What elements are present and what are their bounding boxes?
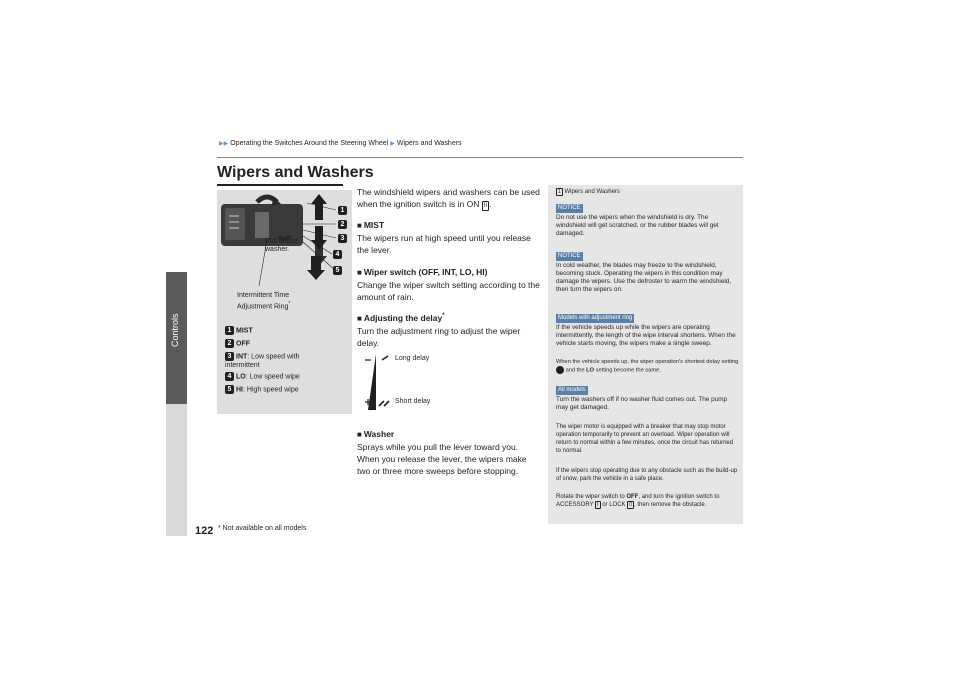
breadcrumb-parent-link[interactable]: Operating the Switches Around the Steering Wheel — [230, 140, 389, 147]
chapter-label: Controls — [170, 313, 180, 347]
breadcrumb-current: Wipers and Washers — [396, 140, 462, 147]
breadcrumb-arrow-icon: ▶ — [390, 141, 395, 147]
delay-ring-illustration — [362, 348, 392, 414]
notice-1-text: Do not use the wipers when the windshield is dry. The windshield will get scratched, or the rubber blades will get damaged. — [556, 214, 719, 237]
header-rule — [217, 157, 743, 158]
adjusting-delay-body: Turn the adjustment ring to adjust the wiper delay. — [357, 326, 521, 348]
lock-key-icon: 0 — [629, 502, 632, 508]
ignition-on-key-icon: II — [483, 203, 488, 209]
callout-3: 3 — [338, 234, 347, 243]
mist-body: The wipers run at high speed until you release the lever. — [357, 233, 531, 255]
adjustment-ring-badge: Models with adjustment ring — [558, 315, 633, 321]
all-models-text: Turn the washers off if no washer fluid comes out. The pump may get damaged. — [556, 396, 728, 411]
notice-2-text: In cold weather, the blades may freeze to the windshield, becoming stuck. Operating the wipers in this condition may damage the wipers. Use the defroster to warm the windshield, then turn the wipers on. — [556, 262, 732, 293]
adjustment-ring-text-2: When the vehicle speeds up, the wiper operation's shortest delay setting and the LO setting become the same. — [556, 359, 739, 374]
long-delay-label: Long delay — [395, 355, 430, 362]
all-models-badge: All models — [558, 387, 586, 393]
legend-off: 2 OFF — [225, 339, 250, 348]
rotate-switch-text: Rotate the wiper switch to OFF, and turn the ignition switch to ACCESSORY I or LOCK 0 , then remove the obstacle. — [556, 494, 720, 508]
washer-heading: ■ Washer — [357, 429, 395, 439]
wiper-switch-body: Change the wiper switch setting according to the amount of rain. — [357, 280, 540, 302]
notes-heading: 1 Wipers and Washers — [558, 189, 620, 195]
washer-body: Sprays while you pull the lever toward you. When you release the lever, the wipers make two or three more sweeps before stopping. — [357, 442, 527, 476]
adjustment-ring-text: If the vehicle speeds up while the wipers are operating intermittently, the length of the wipe interval shortens. When the vehicle starts moving, the wipers make a single sweep. — [556, 324, 736, 347]
page-number: 122 — [195, 525, 214, 537]
adjusting-delay-heading: ■ Adjusting the delay* — [357, 313, 445, 323]
motor-breaker-text: The wiper motor is equipped with a breaker that may stop motor operation temporarily to prevent an overload. Wiper operation will return to normal within a few minutes, once the circuit has returned to normal. — [556, 424, 734, 454]
note-ref-icon: 1 — [558, 189, 561, 195]
short-delay-icon — [556, 366, 564, 374]
footnote: * Not available on all models — [218, 525, 307, 532]
intro-paragraph: The windshield wipers and washers can be used when the ignition switch is in ON II . — [357, 187, 540, 209]
page-title: Wipers and Washers — [217, 164, 374, 181]
breadcrumb — [217, 140, 462, 147]
pull-to-use-washer-label: Pull to use washer. — [265, 238, 298, 253]
breadcrumb-arrow-icon: ▶▶ — [219, 141, 229, 147]
legend-mist: 1 MIST — [225, 326, 253, 335]
callout-2: 2 — [338, 220, 347, 229]
legend-lo: 4 LO: Low speed wipe — [225, 372, 300, 381]
short-delay-label: Short delay — [395, 398, 431, 405]
callout-4: 4 — [333, 250, 342, 259]
legend-hi: 5 HI: High speed wipe — [225, 385, 299, 394]
notice-badge-1: NOTICE — [558, 205, 581, 211]
accessory-key-icon: I — [597, 502, 599, 508]
wiper-switch-heading: ■ Wiper switch (OFF, INT, LO, HI) — [357, 267, 488, 277]
chapter-strip — [166, 404, 187, 536]
title-underline — [217, 184, 343, 186]
callout-5: 5 — [333, 266, 342, 275]
notice-badge-2: NOTICE — [558, 253, 581, 259]
ring-label: Intermittent Time Adjustment Ring* — [237, 292, 291, 311]
mist-heading: ■ MIST — [357, 220, 385, 230]
snow-obstacle-text: If the wipers stop operating due to any obstacle such as the build-up of snow, park the vehicle in a safe place. — [556, 468, 738, 482]
legend-int: 3 INT: Low speed with intermittent — [225, 353, 300, 370]
callout-1: 1 — [338, 206, 347, 215]
